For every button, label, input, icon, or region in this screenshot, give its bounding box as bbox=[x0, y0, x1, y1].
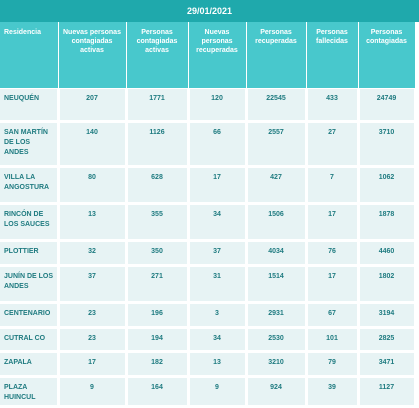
table-row bbox=[0, 167, 415, 204]
cell-fallecidas: 67 bbox=[306, 303, 358, 328]
table-row bbox=[0, 241, 415, 266]
cell-recuperadas: 2931 bbox=[246, 303, 306, 328]
cell-nuevas-activas: 140 bbox=[58, 122, 126, 167]
table-row bbox=[0, 303, 415, 328]
cell-residencia: VILLA LA ANGOSTURA bbox=[0, 167, 58, 204]
col-header-nuevas-recuperadas: Nuevas personas recuperadas bbox=[188, 22, 246, 89]
cell-activas: 350 bbox=[126, 241, 188, 266]
cell-nuevas-recuperadas: 120 bbox=[188, 89, 246, 122]
cell-recuperadas: 3210 bbox=[246, 352, 306, 377]
cell-residencia: PLOTTIER bbox=[0, 241, 58, 266]
cell-nuevas-activas: 37 bbox=[58, 266, 126, 303]
cell-residencia: JUNÍN DE LOS ANDES bbox=[0, 266, 58, 303]
cell-recuperadas: 1506 bbox=[246, 204, 306, 241]
cell-fallecidas: 39 bbox=[306, 377, 358, 407]
cell-activas: 628 bbox=[126, 167, 188, 204]
cell-nuevas-recuperadas: 34 bbox=[188, 328, 246, 352]
cell-residencia: CUTRAL CO bbox=[0, 328, 58, 352]
covid-table bbox=[0, 22, 417, 408]
cell-nuevas-recuperadas: 3 bbox=[188, 303, 246, 328]
cell-residencia: NEUQUÉN bbox=[0, 89, 58, 122]
cell-recuperadas: 2530 bbox=[246, 328, 306, 352]
cell-residencia: SAN MARTÍN DE LOS ANDES bbox=[0, 122, 58, 167]
cell-fallecidas: 17 bbox=[306, 266, 358, 303]
cell-recuperadas: 22545 bbox=[246, 89, 306, 122]
cell-contagiadas: 1062 bbox=[358, 167, 415, 204]
col-header-contagiadas: Personas contagiadas bbox=[358, 22, 415, 89]
cell-fallecidas: 17 bbox=[306, 204, 358, 241]
cell-activas: 164 bbox=[126, 377, 188, 407]
cell-activas: 1126 bbox=[126, 122, 188, 167]
cell-nuevas-recuperadas: 17 bbox=[188, 167, 246, 204]
cell-nuevas-recuperadas: 34 bbox=[188, 204, 246, 241]
cell-contagiadas: 1127 bbox=[358, 377, 415, 407]
col-header-nuevas-activas: Nuevas personas contagiadas activas bbox=[58, 22, 126, 89]
cell-residencia: RINCÓN DE LOS SAUCES bbox=[0, 204, 58, 241]
cell-contagiadas: 1878 bbox=[358, 204, 415, 241]
table-row bbox=[0, 328, 415, 352]
cell-nuevas-activas: 207 bbox=[58, 89, 126, 122]
cell-fallecidas: 7 bbox=[306, 167, 358, 204]
cell-nuevas-activas: 32 bbox=[58, 241, 126, 266]
cell-fallecidas: 433 bbox=[306, 89, 358, 122]
table-row bbox=[0, 352, 415, 377]
table-row bbox=[0, 377, 415, 407]
cell-recuperadas: 427 bbox=[246, 167, 306, 204]
cell-activas: 1771 bbox=[126, 89, 188, 122]
cell-nuevas-activas: 80 bbox=[58, 167, 126, 204]
table-row bbox=[0, 122, 415, 167]
cell-nuevas-recuperadas: 66 bbox=[188, 122, 246, 167]
cell-nuevas-activas: 23 bbox=[58, 328, 126, 352]
cell-nuevas-recuperadas: 13 bbox=[188, 352, 246, 377]
cell-recuperadas: 4034 bbox=[246, 241, 306, 266]
table-row bbox=[0, 204, 415, 241]
cell-contagiadas: 3471 bbox=[358, 352, 415, 377]
cell-recuperadas: 2557 bbox=[246, 122, 306, 167]
cell-activas: 196 bbox=[126, 303, 188, 328]
cell-contagiadas: 3710 bbox=[358, 122, 415, 167]
cell-activas: 194 bbox=[126, 328, 188, 352]
cell-activas: 182 bbox=[126, 352, 188, 377]
cell-contagiadas: 3194 bbox=[358, 303, 415, 328]
cell-recuperadas: 1514 bbox=[246, 266, 306, 303]
cell-nuevas-activas: 23 bbox=[58, 303, 126, 328]
cell-fallecidas: 76 bbox=[306, 241, 358, 266]
cell-contagiadas: 24749 bbox=[358, 89, 415, 122]
col-header-recuperadas: Personas recuperadas bbox=[246, 22, 306, 89]
cell-residencia: ZAPALA bbox=[0, 352, 58, 377]
cell-activas: 271 bbox=[126, 266, 188, 303]
date-header: 29/01/2021 bbox=[0, 0, 419, 22]
cell-fallecidas: 101 bbox=[306, 328, 358, 352]
cell-fallecidas: 27 bbox=[306, 122, 358, 167]
cell-nuevas-activas: 13 bbox=[58, 204, 126, 241]
table-row bbox=[0, 266, 415, 303]
col-header-activas: Personas contagiadas activas bbox=[126, 22, 188, 89]
col-header-fallecidas: Personas fallecidas bbox=[306, 22, 358, 89]
cell-contagiadas: 4460 bbox=[358, 241, 415, 266]
col-header-residencia: Residencia bbox=[0, 22, 58, 89]
cell-nuevas-activas: 9 bbox=[58, 377, 126, 407]
cell-activas: 355 bbox=[126, 204, 188, 241]
cell-residencia: PLAZA HUINCUL bbox=[0, 377, 58, 407]
cell-nuevas-recuperadas: 9 bbox=[188, 377, 246, 407]
cell-recuperadas: 924 bbox=[246, 377, 306, 407]
cell-nuevas-activas: 17 bbox=[58, 352, 126, 377]
cell-contagiadas: 2825 bbox=[358, 328, 415, 352]
table-row bbox=[0, 89, 415, 122]
cell-fallecidas: 79 bbox=[306, 352, 358, 377]
header-row bbox=[0, 22, 415, 89]
cell-nuevas-recuperadas: 37 bbox=[188, 241, 246, 266]
cell-nuevas-recuperadas: 31 bbox=[188, 266, 246, 303]
cell-contagiadas: 1802 bbox=[358, 266, 415, 303]
cell-residencia: CENTENARIO bbox=[0, 303, 58, 328]
